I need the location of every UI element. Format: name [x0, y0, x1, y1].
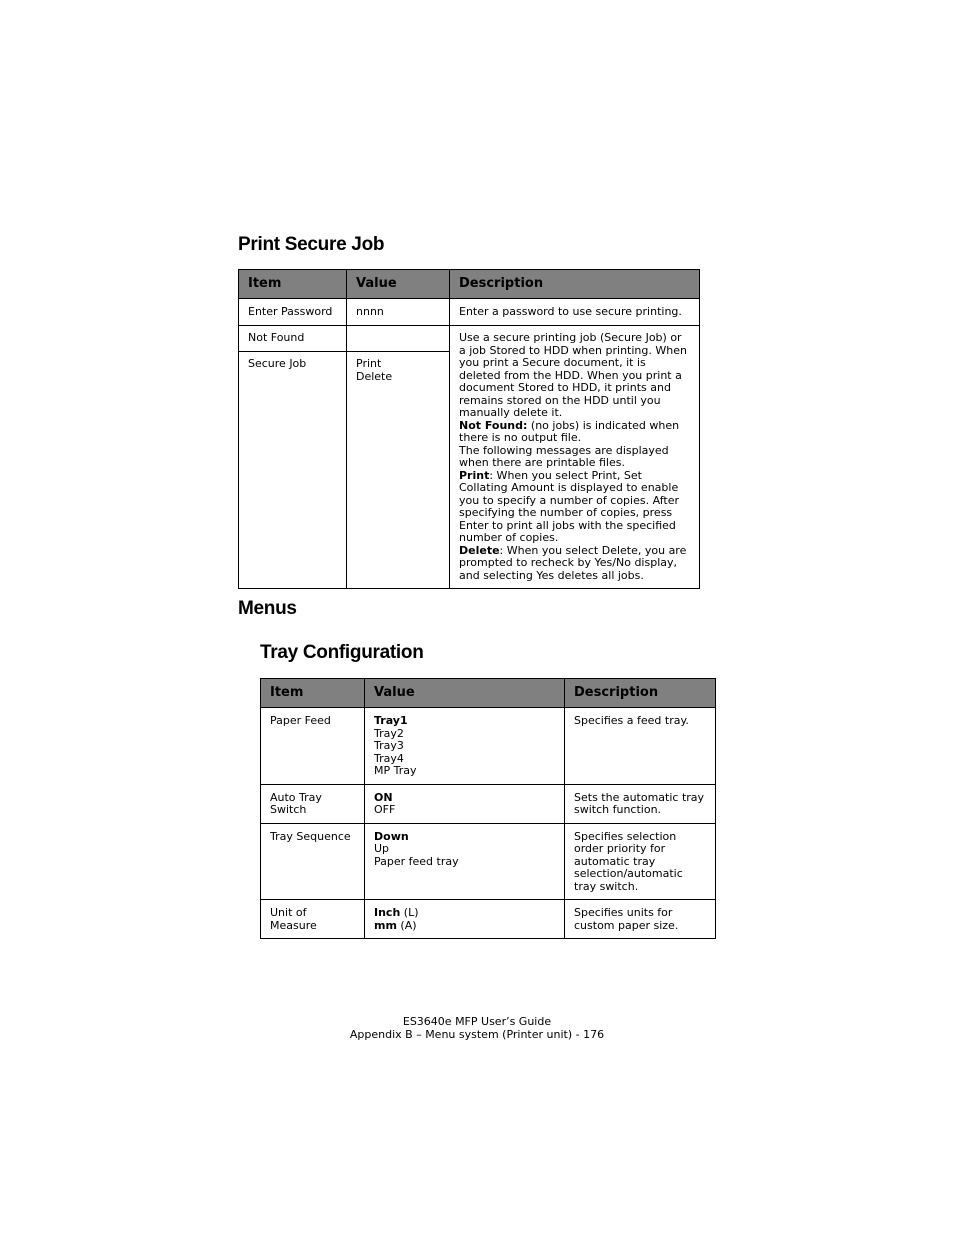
description-text: selection/automatic — [574, 867, 683, 880]
cell-item — [261, 900, 365, 939]
label-not-found: Not Found: — [459, 418, 528, 432]
description-text: : When you select Print, Set Collating Amount is displayed to enable you to specify a number of copies. After specifying the number of copies, press Enter to print all jobs with the specified number of copies. — [459, 468, 680, 544]
item-text: Switch — [270, 803, 307, 816]
item-text: Unit of — [270, 906, 307, 919]
cell-item — [261, 784, 365, 823]
description-paragraph: The following messages are displayed when there are printable files. — [459, 443, 669, 469]
cell-description: Specifies a feed tray. — [565, 708, 716, 785]
value-default: Down — [374, 829, 409, 843]
column-header-value: Value — [365, 679, 565, 708]
label-delete: Delete — [459, 543, 500, 557]
cell-value — [365, 784, 565, 823]
value-option: Paper feed tray — [374, 854, 459, 868]
item-text: Measure — [270, 918, 317, 932]
value-option: OFF — [374, 803, 396, 816]
cell-value — [365, 823, 565, 900]
value-option: MP Tray — [374, 764, 417, 777]
table-row — [261, 823, 716, 900]
section-title-tray-configuration: Tray Configuration — [260, 642, 424, 663]
table-row — [261, 708, 716, 785]
description-text: automatic tray — [574, 854, 656, 868]
tray-configuration-table — [260, 678, 716, 939]
column-header-value: Value — [347, 270, 450, 299]
value-option: Up — [374, 842, 390, 855]
description-text: Sets the automatic tray — [574, 790, 705, 804]
table-row — [239, 299, 700, 326]
description-text: (no jobs) is indicated when there is no output file. — [459, 418, 680, 444]
cell-item: Paper Feed — [261, 708, 365, 785]
description-text: tray switch. — [574, 879, 639, 893]
footer-guide-title: ES3640e MFP User’s Guide — [402, 1015, 552, 1028]
description-text: : When you select Delete, you are prompted to recheck by Yes/No display, and selecting Yes deletes all jobs. — [459, 543, 687, 582]
table-header-row — [261, 679, 716, 708]
description-paragraph — [459, 470, 689, 545]
description-paragraph — [459, 420, 689, 445]
description-paragraph — [459, 545, 689, 583]
column-header-description: Description — [450, 270, 700, 299]
cell-description — [450, 326, 700, 589]
cell-description — [565, 900, 716, 939]
section-title-menus: Menus — [238, 598, 297, 619]
cell-value: nnnn — [347, 299, 450, 326]
print-secure-job-table — [238, 269, 700, 589]
value-default: mm — [374, 918, 397, 932]
column-header-item: Item — [261, 679, 365, 708]
cell-item: Enter Password — [239, 299, 347, 326]
page-footer — [0, 1015, 954, 1041]
section-title-print-secure-job: Print Secure Job — [238, 234, 385, 255]
value-option: Tray2 — [374, 726, 404, 740]
cell-description — [565, 823, 716, 900]
value-default: ON — [374, 790, 393, 804]
value-default: Inch — [374, 906, 401, 919]
description-text: Specifies selection — [574, 829, 677, 843]
item-text: Auto Tray — [270, 790, 322, 804]
footer-page-info: Appendix B – Menu system (Printer unit) - 176 — [349, 1028, 605, 1041]
value-suffix: (A) — [396, 918, 417, 932]
cell-item: Secure Job — [239, 352, 347, 589]
value-suffix: (L) — [400, 906, 419, 919]
column-header-item: Item — [239, 270, 347, 299]
cell-item: Not Found — [239, 326, 347, 352]
value-option: Tray4 — [374, 751, 404, 765]
description-text: switch function. — [574, 803, 662, 816]
description-text: custom paper size. — [574, 918, 679, 932]
column-header-description: Description — [565, 679, 716, 708]
label-print: Print — [459, 468, 490, 482]
cell-description — [565, 784, 716, 823]
table-header-row — [239, 270, 700, 299]
description-text: Specifies units for — [574, 906, 673, 919]
table-row — [239, 326, 700, 352]
cell-value — [365, 900, 565, 939]
cell-value — [347, 326, 450, 352]
table-row — [261, 784, 716, 823]
description-paragraph: Use a secure printing job (Secure Job) or a job Stored to HDD when printing. When you print a Secure document, it is deleted from the HDD. When you print a document Stored to HDD, it prints and remains stored on the HDD until you manually delete it. — [459, 331, 687, 419]
cell-value — [365, 708, 565, 785]
cell-description: Enter a password to use secure printing. — [450, 299, 700, 326]
value-option: Delete — [356, 369, 393, 383]
value-default: Tray1 — [374, 714, 408, 727]
cell-value — [347, 352, 450, 589]
table-row — [261, 900, 716, 939]
value-option — [374, 920, 555, 933]
value-option: Print — [356, 357, 382, 371]
value-option: Tray3 — [374, 739, 404, 752]
description-text: order priority for — [574, 842, 666, 855]
cell-item: Tray Sequence — [261, 823, 365, 900]
